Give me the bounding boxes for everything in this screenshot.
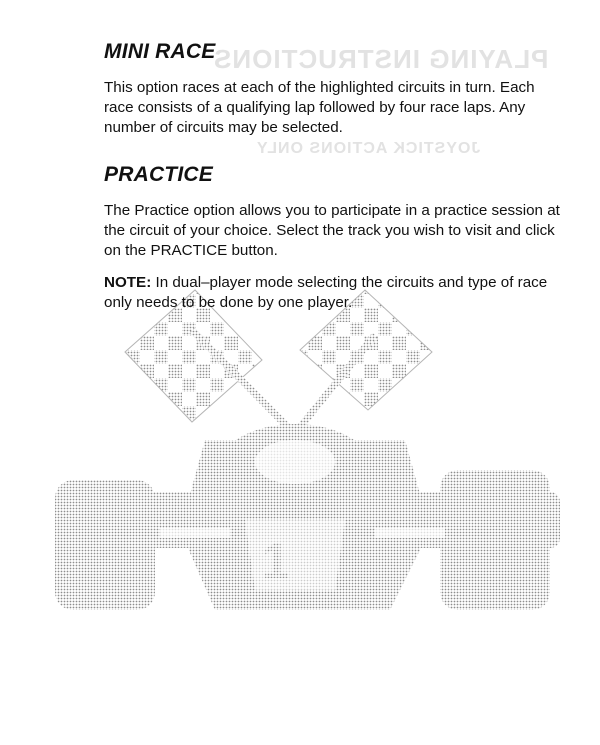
practice-heading: PRACTICE	[104, 163, 213, 187]
bleed-through-subtitle: JOYSTICK ACTIONS ONLY	[255, 140, 480, 157]
mini-race-description: This option races at each of the highlighted circuits in turn. Each race consists of a qualifying lap followed by four race laps. Any number of circuits may be selected.	[104, 79, 535, 136]
svg-text:1: 1	[262, 533, 290, 589]
practice-description: The Practice option allows you to participate in a practice session at the circuit of your choice. Select the track you wish to visit and click on the PRACTICE button.	[104, 202, 560, 259]
mini-race-heading: MINI RACE	[104, 40, 216, 63]
content	[104, 40, 564, 324]
note-text: In dual–player mode selecting the circuits and type of race only needs to be done by one player.	[104, 273, 548, 311]
bleed-through-title: PLAYING INSTRUCTIONS	[212, 44, 548, 74]
race-car	[55, 424, 560, 610]
note-label: NOTE:	[104, 273, 152, 291]
note-paragraph	[104, 273, 564, 313]
